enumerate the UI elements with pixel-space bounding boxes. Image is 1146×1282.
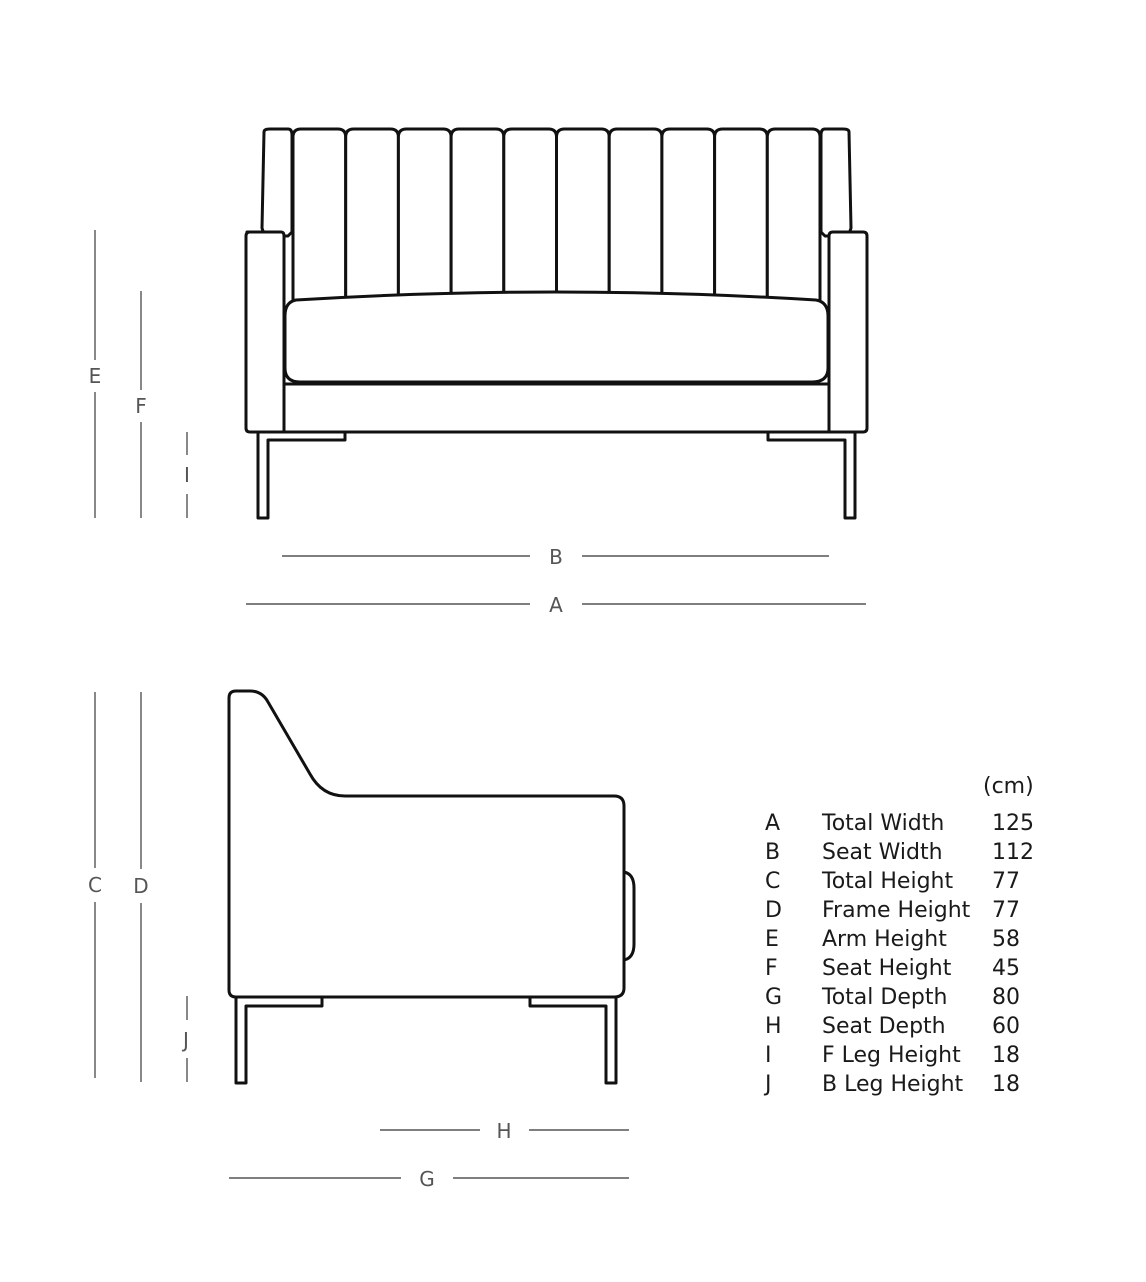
legend-key: D <box>765 898 782 923</box>
legend-key: E <box>765 927 779 952</box>
legend-row <box>765 840 1034 865</box>
legend-key: I <box>765 1043 772 1068</box>
legend-value: 18 <box>992 1043 1020 1068</box>
dim-a <box>246 593 866 617</box>
side-body <box>229 691 624 997</box>
dim-label-i: I <box>184 463 190 487</box>
back-wing-right <box>821 129 851 236</box>
legend-row <box>765 898 1020 923</box>
legend-name: Seat Width <box>822 840 943 865</box>
dim-i <box>184 432 190 518</box>
dim-b <box>282 545 829 569</box>
arm-left <box>246 232 284 432</box>
legend-key: H <box>765 1014 782 1039</box>
legend-unit: (cm) <box>983 774 1034 799</box>
legend-name: Seat Height <box>822 956 952 981</box>
dim-h <box>380 1119 629 1143</box>
front-leg-right <box>768 432 855 518</box>
front-legs <box>258 432 855 518</box>
dim-label-f: F <box>135 394 147 418</box>
front-view <box>89 129 867 617</box>
dim-j <box>181 996 189 1082</box>
legend-value: 125 <box>992 811 1034 836</box>
legend-row <box>765 811 1034 836</box>
legend-value: 18 <box>992 1072 1020 1097</box>
dim-label-e: E <box>88 364 102 388</box>
dimensions-legend <box>763 774 1034 1097</box>
legend-name: Seat Depth <box>822 1014 946 1039</box>
side-leg-back <box>530 997 616 1083</box>
back-channel <box>557 129 610 300</box>
legend-name: Arm Height <box>822 927 947 952</box>
legend-value: 112 <box>992 840 1034 865</box>
back-channel <box>451 129 504 300</box>
base-frame <box>284 384 829 432</box>
legend-value: 45 <box>992 956 1020 981</box>
legend-key: F <box>765 956 778 981</box>
back-channel <box>662 129 715 300</box>
legend-value: 80 <box>992 985 1020 1010</box>
legend-key: B <box>765 840 781 865</box>
legend-row <box>765 985 1020 1010</box>
legend-row <box>763 1072 1020 1097</box>
legend-row <box>765 1014 1020 1039</box>
back-channel <box>767 129 820 300</box>
legend-name: Total Height <box>822 869 954 894</box>
dim-label-a: A <box>549 593 563 617</box>
back-channels <box>293 129 820 300</box>
arm-right <box>829 232 867 432</box>
dim-g <box>229 1167 629 1191</box>
back-channel <box>293 129 346 300</box>
side-view <box>88 691 634 1191</box>
legend-row <box>765 927 1020 952</box>
legend-name: Frame Height <box>822 898 971 923</box>
dim-label-g: G <box>419 1167 435 1191</box>
legend-name: B Leg Height <box>822 1072 964 1097</box>
legend-name: F Leg Height <box>822 1043 961 1068</box>
dim-label-j: J <box>183 1028 189 1052</box>
legend-row <box>765 869 1020 894</box>
legend-name: Total Depth <box>822 985 948 1010</box>
legend-row <box>765 1043 1020 1068</box>
legend-key: G <box>765 985 783 1010</box>
legend-key: J <box>765 1072 772 1097</box>
dim-c <box>88 692 102 1078</box>
legend-value: 60 <box>992 1014 1020 1039</box>
dim-d <box>133 692 148 1082</box>
dim-label-h: H <box>496 1119 512 1143</box>
dim-label-b: B <box>549 545 563 569</box>
legend-key: A <box>765 811 781 836</box>
legend-name: Total Width <box>822 811 945 836</box>
legend-value: 77 <box>992 898 1020 923</box>
side-leg-front <box>236 997 322 1083</box>
legend-row <box>765 956 1020 981</box>
dim-f <box>135 291 147 518</box>
seat-cushion <box>285 292 828 382</box>
legend-value: 77 <box>992 869 1020 894</box>
front-leg-left <box>258 432 345 518</box>
legend-key: C <box>765 869 781 894</box>
back-channel <box>504 129 557 300</box>
back-channel <box>346 129 399 300</box>
back-wing-left <box>262 129 292 236</box>
dim-label-c: C <box>88 873 102 897</box>
dim-label-d: D <box>133 874 149 898</box>
back-channel <box>715 129 768 300</box>
back-channel <box>609 129 662 300</box>
legend-value: 58 <box>992 927 1020 952</box>
back-channel <box>398 129 451 300</box>
dim-e <box>89 230 102 518</box>
